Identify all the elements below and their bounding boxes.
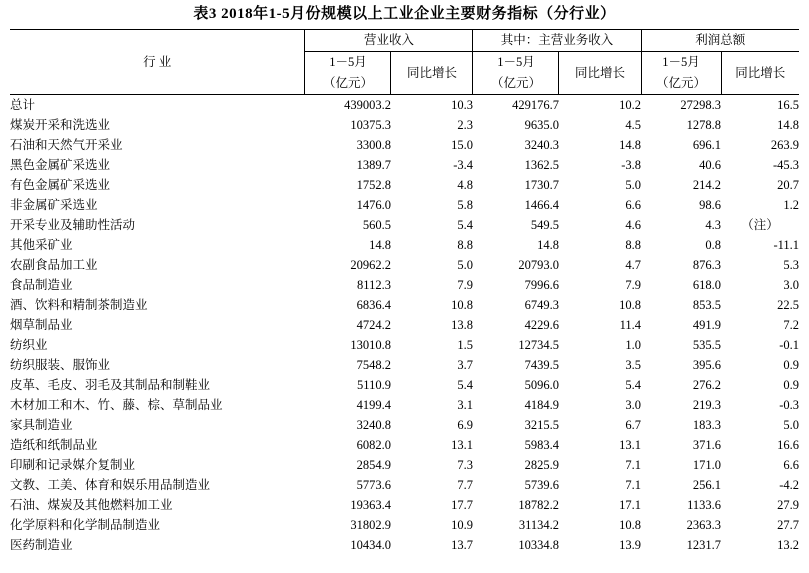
row-industry-label: 酒、饮料和精制茶制造业 (9, 298, 148, 312)
row-profit-growth: 14.8 (777, 118, 800, 132)
row-profit-value: 214.2 (692, 178, 721, 192)
row-industry-label: 木材加工和木、竹、藤、棕、草制品业 (9, 398, 223, 412)
table-row (10, 295, 799, 315)
row-main-revenue-growth: 3.5 (625, 358, 641, 372)
row-profit-value: 183.3 (692, 418, 721, 432)
row-main-revenue-growth: -3.8 (621, 158, 641, 172)
row-profit-growth: 6.6 (783, 458, 800, 472)
row-revenue-growth: 13.7 (451, 538, 473, 552)
row-profit-value: 1133.6 (687, 498, 721, 512)
table-row (10, 115, 799, 135)
row-main-revenue-growth: 5.4 (625, 378, 641, 392)
table-row (10, 375, 799, 395)
row-revenue-growth: 1.5 (457, 338, 473, 352)
row-profit-growth: 5.0 (783, 418, 800, 432)
row-profit-growth: 16.5 (777, 98, 800, 112)
row-profit-growth: 7.2 (783, 318, 800, 332)
row-industry-label: 纺织业 (9, 338, 48, 352)
row-profit-growth: 13.2 (777, 538, 800, 552)
row-profit-value: 371.6 (692, 438, 721, 452)
row-profit-value: 491.9 (692, 318, 721, 332)
row-revenue-value: 10375.3 (350, 118, 391, 132)
header-main-revenue-unit: （亿元） (473, 73, 559, 94)
row-revenue-growth: 2.3 (457, 118, 473, 132)
row-main-revenue-value: 6749.3 (524, 298, 559, 312)
row-main-revenue-growth: 13.9 (619, 538, 641, 552)
row-profit-growth: 20.7 (777, 178, 800, 192)
row-profit-value: 0.8 (705, 238, 721, 252)
row-profit-growth: 5.3 (783, 258, 800, 272)
row-main-revenue-growth: 10.2 (619, 98, 641, 112)
row-profit-growth: 27.9 (777, 498, 800, 512)
row-main-revenue-growth: 11.4 (619, 318, 641, 332)
row-revenue-value: 31802.9 (350, 518, 391, 532)
row-revenue-value: 13010.8 (350, 338, 391, 352)
row-main-revenue-value: 14.8 (537, 238, 559, 252)
row-profit-value: 696.1 (692, 138, 721, 152)
table-row (10, 175, 799, 195)
row-main-revenue-value: 18782.2 (518, 498, 559, 512)
row-main-revenue-value: 5096.0 (524, 378, 559, 392)
header-revenue-growth: 同比增长 (391, 52, 473, 95)
row-industry-label: 印刷和记录媒介复制业 (9, 458, 135, 472)
row-profit-growth: （注） (741, 218, 779, 232)
row-revenue-growth: 5.0 (457, 258, 473, 272)
row-main-revenue-growth: 7.1 (625, 478, 641, 492)
row-industry-label: 纺织服装、服饰业 (9, 358, 110, 372)
row-industry-label: 开采专业及辅助性活动 (9, 218, 135, 232)
row-industry-label: 皮革、毛皮、羽毛及其制品和制鞋业 (9, 378, 210, 392)
table-row (10, 95, 799, 116)
row-main-revenue-growth: 7.1 (625, 458, 641, 472)
row-industry-label: 文教、工美、体育和娱乐用品制造业 (9, 478, 210, 492)
header-industry: 行 业 (10, 30, 305, 95)
row-profit-value: 171.0 (692, 458, 721, 472)
row-profit-value: 618.0 (692, 278, 721, 292)
table-row (10, 495, 799, 515)
header-profit-growth: 同比增长 (721, 52, 799, 95)
row-industry-label: 食品制造业 (9, 278, 73, 292)
page-title: 表3 2018年1-5月份规模以上工业企业主要财务指标（分行业） (193, 6, 616, 22)
header-profit-period: 1－5月 (641, 52, 721, 74)
table-row (10, 535, 799, 555)
row-revenue-value: 6082.0 (356, 438, 391, 452)
row-main-revenue-value: 20793.0 (518, 258, 559, 272)
row-profit-growth: 16.6 (777, 438, 800, 452)
row-main-revenue-growth: 4.5 (625, 118, 641, 132)
table-row (10, 155, 799, 175)
row-revenue-growth: 6.9 (457, 418, 473, 432)
row-main-revenue-growth: 13.1 (619, 438, 641, 452)
row-profit-value: 40.6 (699, 158, 721, 172)
row-profit-value: 256.1 (692, 478, 721, 492)
row-profit-growth: 3.0 (783, 278, 800, 292)
row-main-revenue-growth: 7.9 (625, 278, 641, 292)
row-revenue-growth: 5.4 (457, 218, 473, 232)
row-main-revenue-value: 4229.6 (524, 318, 559, 332)
row-main-revenue-value: 1362.5 (524, 158, 559, 172)
table-row (10, 215, 799, 235)
row-profit-value: 4.3 (705, 218, 721, 232)
row-industry-label: 家具制造业 (9, 418, 73, 432)
row-main-revenue-value: 31134.2 (518, 518, 559, 532)
row-main-revenue-growth: 17.1 (619, 498, 641, 512)
row-industry-label: 其他采矿业 (9, 238, 73, 252)
row-revenue-value: 1476.0 (356, 198, 391, 212)
row-revenue-growth: 10.9 (451, 518, 473, 532)
table-row (10, 235, 799, 255)
row-revenue-growth: 7.9 (457, 278, 473, 292)
row-profit-growth: -11.1 (773, 238, 800, 252)
row-revenue-value: 20962.2 (350, 258, 391, 272)
row-revenue-value: 1389.7 (356, 158, 391, 172)
row-profit-growth: 22.5 (777, 298, 800, 312)
row-main-revenue-value: 429176.7 (512, 98, 559, 112)
row-profit-growth: -0.3 (779, 398, 800, 412)
row-industry-label: 黑色金属矿采选业 (9, 158, 110, 172)
row-main-revenue-value: 7439.5 (524, 358, 559, 372)
table-header (10, 30, 799, 95)
row-revenue-value: 4724.2 (356, 318, 391, 332)
row-revenue-growth: -3.4 (453, 158, 473, 172)
table-row (10, 275, 799, 295)
row-revenue-growth: 13.8 (451, 318, 473, 332)
row-main-revenue-value: 1730.7 (524, 178, 559, 192)
row-revenue-value: 5110.9 (357, 378, 391, 392)
row-main-revenue-value: 3215.5 (524, 418, 559, 432)
row-revenue-value: 14.8 (369, 238, 391, 252)
table-row (10, 255, 799, 275)
row-industry-label: 煤炭开采和洗选业 (9, 118, 110, 132)
row-profit-value: 219.3 (692, 398, 721, 412)
row-revenue-value: 560.5 (362, 218, 391, 232)
row-profit-value: 1231.7 (686, 538, 721, 552)
row-profit-value: 2363.3 (686, 518, 721, 532)
row-revenue-value: 6836.4 (356, 298, 391, 312)
row-revenue-value: 3240.8 (356, 418, 391, 432)
row-revenue-value: 7548.2 (356, 358, 391, 372)
row-industry-label: 化学原料和化学制品制造业 (9, 518, 160, 532)
row-revenue-growth: 7.3 (457, 458, 473, 472)
header-revenue-unit: （亿元） (305, 73, 391, 94)
table-body (10, 95, 799, 556)
row-revenue-value: 5773.6 (356, 478, 391, 492)
row-profit-growth: 0.9 (783, 378, 800, 392)
row-revenue-value: 4199.4 (356, 398, 391, 412)
row-profit-value: 535.5 (692, 338, 721, 352)
row-main-revenue-value: 2825.9 (524, 458, 559, 472)
financial-indicators-table (10, 29, 799, 555)
row-profit-growth: 1.2 (783, 198, 800, 212)
row-main-revenue-value: 549.5 (530, 218, 559, 232)
row-profit-value: 27298.3 (680, 98, 721, 112)
row-revenue-growth: 8.8 (457, 238, 473, 252)
row-profit-value: 1278.8 (686, 118, 721, 132)
row-main-revenue-growth: 6.6 (625, 198, 641, 212)
table-row (10, 195, 799, 215)
row-profit-growth: -4.2 (779, 478, 800, 492)
row-main-revenue-value: 3240.3 (524, 138, 559, 152)
row-revenue-value: 8112.3 (357, 278, 391, 292)
row-main-revenue-value: 5983.4 (524, 438, 559, 452)
row-main-revenue-growth: 6.7 (625, 418, 641, 432)
header-group-revenue: 营业收入 (305, 30, 473, 52)
row-profit-growth: 0.9 (783, 358, 800, 372)
row-industry-label: 造纸和纸制品业 (9, 438, 98, 452)
table-row (10, 395, 799, 415)
table-row (10, 455, 799, 475)
row-main-revenue-growth: 14.8 (619, 138, 641, 152)
table-row (10, 135, 799, 155)
row-revenue-value: 19363.4 (350, 498, 391, 512)
row-industry-label: 烟草制品业 (9, 318, 73, 332)
header-profit-unit: （亿元） (641, 73, 721, 94)
header-group-main-revenue: 其中：主营业务收入 (473, 30, 641, 52)
row-main-revenue-growth: 10.8 (619, 518, 641, 532)
row-main-revenue-growth: 10.8 (619, 298, 641, 312)
table-row (10, 335, 799, 355)
row-profit-growth: 27.7 (777, 518, 800, 532)
row-main-revenue-growth: 4.7 (625, 258, 641, 272)
row-revenue-value: 439003.2 (344, 98, 391, 112)
row-main-revenue-value: 5739.6 (524, 478, 559, 492)
table-row (10, 415, 799, 435)
row-industry-label: 农副食品加工业 (9, 258, 98, 272)
row-main-revenue-value: 9635.0 (524, 118, 559, 132)
row-main-revenue-value: 1466.4 (524, 198, 559, 212)
row-industry-label: 石油和天然气开采业 (9, 138, 123, 152)
header-main-revenue-period: 1－5月 (473, 52, 559, 74)
row-profit-value: 876.3 (692, 258, 721, 272)
row-revenue-growth: 10.8 (451, 298, 473, 312)
row-revenue-value: 3300.8 (356, 138, 391, 152)
table-row (10, 515, 799, 535)
row-revenue-growth: 15.0 (451, 138, 473, 152)
row-revenue-value: 10434.0 (350, 538, 391, 552)
row-main-revenue-value: 4184.9 (524, 398, 559, 412)
row-main-revenue-growth: 8.8 (625, 238, 641, 252)
row-revenue-value: 2854.9 (356, 458, 391, 472)
row-profit-value: 98.6 (699, 198, 721, 212)
row-main-revenue-value: 10334.8 (518, 538, 559, 552)
row-main-revenue-value: 7996.6 (524, 278, 559, 292)
table-row (10, 475, 799, 495)
row-revenue-growth: 10.3 (451, 98, 473, 112)
row-profit-value: 853.5 (692, 298, 721, 312)
row-main-revenue-growth: 3.0 (625, 398, 641, 412)
header-revenue-period: 1－5月 (305, 52, 391, 74)
row-profit-growth: -0.1 (779, 338, 800, 352)
row-revenue-growth: 5.4 (457, 378, 473, 392)
row-profit-growth: -45.3 (772, 158, 800, 172)
row-profit-growth: 263.9 (770, 138, 800, 152)
row-revenue-growth: 3.7 (457, 358, 473, 372)
row-industry-label: 非金属矿采选业 (9, 198, 98, 212)
row-industry-label: 医药制造业 (9, 538, 73, 552)
row-main-revenue-growth: 5.0 (625, 178, 641, 192)
row-revenue-growth: 3.1 (457, 398, 473, 412)
row-revenue-value: 1752.8 (356, 178, 391, 192)
table-row (10, 315, 799, 335)
row-main-revenue-growth: 4.6 (625, 218, 641, 232)
table-row (10, 435, 799, 455)
header-main-revenue-growth: 同比增长 (559, 52, 641, 95)
row-revenue-growth: 4.8 (457, 178, 473, 192)
table-row (10, 355, 799, 375)
row-revenue-growth: 5.8 (457, 198, 473, 212)
row-industry-label: 总计 (9, 98, 35, 112)
row-industry-label: 石油、煤炭及其他燃料加工业 (9, 498, 173, 512)
row-main-revenue-value: 12734.5 (518, 338, 559, 352)
row-industry-label: 有色金属矿采选业 (9, 178, 110, 192)
row-profit-value: 395.6 (692, 358, 721, 372)
row-revenue-growth: 17.7 (451, 498, 473, 512)
row-revenue-growth: 13.1 (451, 438, 473, 452)
row-revenue-growth: 7.7 (457, 478, 473, 492)
row-main-revenue-growth: 1.0 (625, 338, 641, 352)
row-profit-value: 276.2 (692, 378, 721, 392)
header-group-profit: 利润总额 (641, 30, 799, 52)
